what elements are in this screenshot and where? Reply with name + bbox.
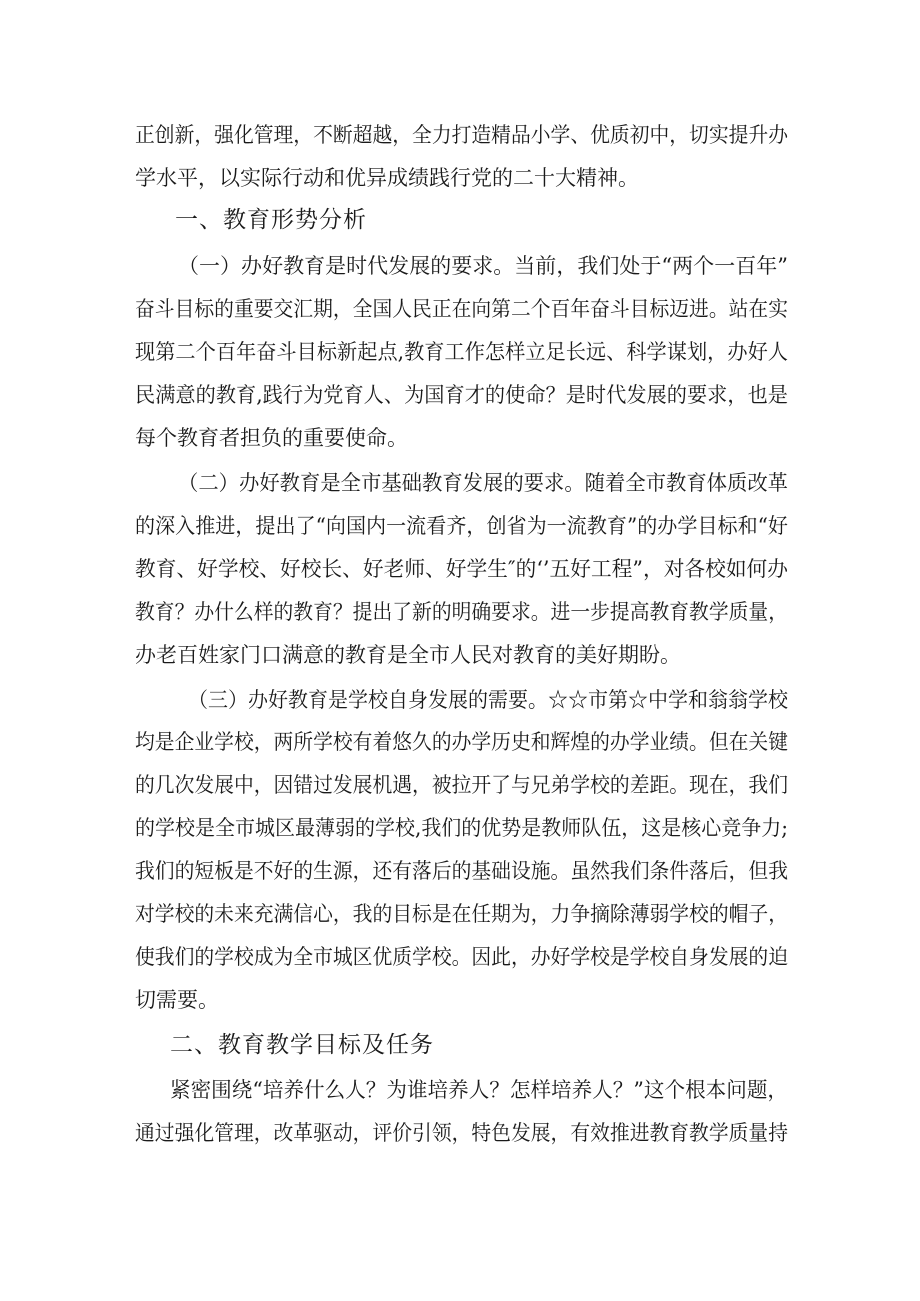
paragraph-line <box>0 334 920 370</box>
line-text: （一）办好教育是时代发展的要求。当前，我们处于“两个一百年” <box>178 254 789 278</box>
paragraph-line <box>0 724 920 760</box>
line-text: 正创新，强化管理，不断超越，全力打造精品小学、优质初中，切实提升办 <box>135 123 788 147</box>
line-text: 通过强化管理，改革驱动，评价引领，特色发展，有效推进教育教学质量持 <box>135 1121 788 1145</box>
line-text: 的学校是全市城区最薄弱的学校,我们的优势是教师队伍，这是核心竞争力; <box>135 816 788 840</box>
line-text: 教育？办什么样的教育？提出了新的明确要求。进一步提高教育教学质量， <box>135 600 788 624</box>
paragraph-line <box>0 810 920 846</box>
paragraph-line <box>0 1115 920 1151</box>
line-text: 民满意的教育,践行为党育人、为国育才的使命？是时代发展的要求，也是 <box>135 383 788 407</box>
line-text: 切需要。 <box>135 988 219 1012</box>
paragraph-line <box>0 594 920 630</box>
line-text: 的深入推进，提出了“向国内一流看齐，创省为一流教育”的办学目标和“好 <box>135 514 788 538</box>
line-text: 紧密围绕“培养什么人？为谁培养人？怎样培养人？”这个根本问题， <box>170 1078 788 1102</box>
line-text: 教育、好学校、好校长、好老师、好学生″的‘’五好工程”，对各校如何办 <box>135 557 788 581</box>
line-text: （三）办好教育是学校自身发展的需要。☆☆市第☆中学和翁翁学校 <box>188 688 788 712</box>
paragraph-line <box>0 853 920 889</box>
section-heading <box>0 202 920 238</box>
line-text: 的几次发展中，因错过发展机遇，被拉开了与兄弟学校的差距。现在，我们 <box>135 773 788 797</box>
paragraph-line <box>0 896 920 932</box>
paragraph-line <box>0 465 920 501</box>
line-text: 对学校的未来充满信心，我的目标是在任期为，力争摘除薄弱学校的帽子， <box>135 902 788 926</box>
paragraph-line <box>0 160 920 196</box>
paragraph-line <box>0 682 920 718</box>
paragraph-line <box>0 420 920 456</box>
paragraph-line <box>0 508 920 544</box>
heading-text: 一、教育形势分析 <box>175 207 367 233</box>
line-text: 现第二个百年奋斗目标新起点,教育工作怎样立足长远、科学谋划，办好人 <box>135 340 788 364</box>
line-text: 均是企业学校，两所学校有着悠久的办学历史和辉煌的办学业绩。但在关键 <box>135 730 788 754</box>
paragraph-line <box>0 939 920 975</box>
line-text: 使我们的学校成为全市城区优质学校。因此，办好学校是学校自身发展的迫 <box>135 945 788 969</box>
paragraph-line <box>0 117 920 153</box>
section-heading <box>0 1027 920 1063</box>
paragraph-line <box>0 637 920 673</box>
paragraph-line <box>0 291 920 327</box>
paragraph-line <box>0 1072 920 1108</box>
paragraph-line <box>0 248 920 284</box>
line-text: 学水平，以实际行动和优异成绩践行党的二十大精神。 <box>135 166 639 190</box>
paragraph-line <box>0 982 920 1018</box>
line-text: 每个教育者担负的重要使命。 <box>135 426 408 450</box>
line-text: 我们的短板是不好的生源，还有落后的基础设施。虽然我们条件落后，但我 <box>135 859 788 883</box>
paragraph-line <box>0 767 920 803</box>
line-text: 奋斗目标的重要交汇期，全国人民正在向第二个百年奋斗目标迈进。站在实 <box>135 297 788 321</box>
paragraph-line <box>0 551 920 587</box>
paragraph-line <box>0 377 920 413</box>
line-text: （二）办好教育是全市基础教育发展的要求。随着全市教育体质改革 <box>178 471 788 495</box>
heading-text: 二、教育教学目标及任务 <box>170 1032 434 1058</box>
line-text: 办老百姓家门口满意的教育是全市人民对教育的美好期盼。 <box>135 643 681 667</box>
